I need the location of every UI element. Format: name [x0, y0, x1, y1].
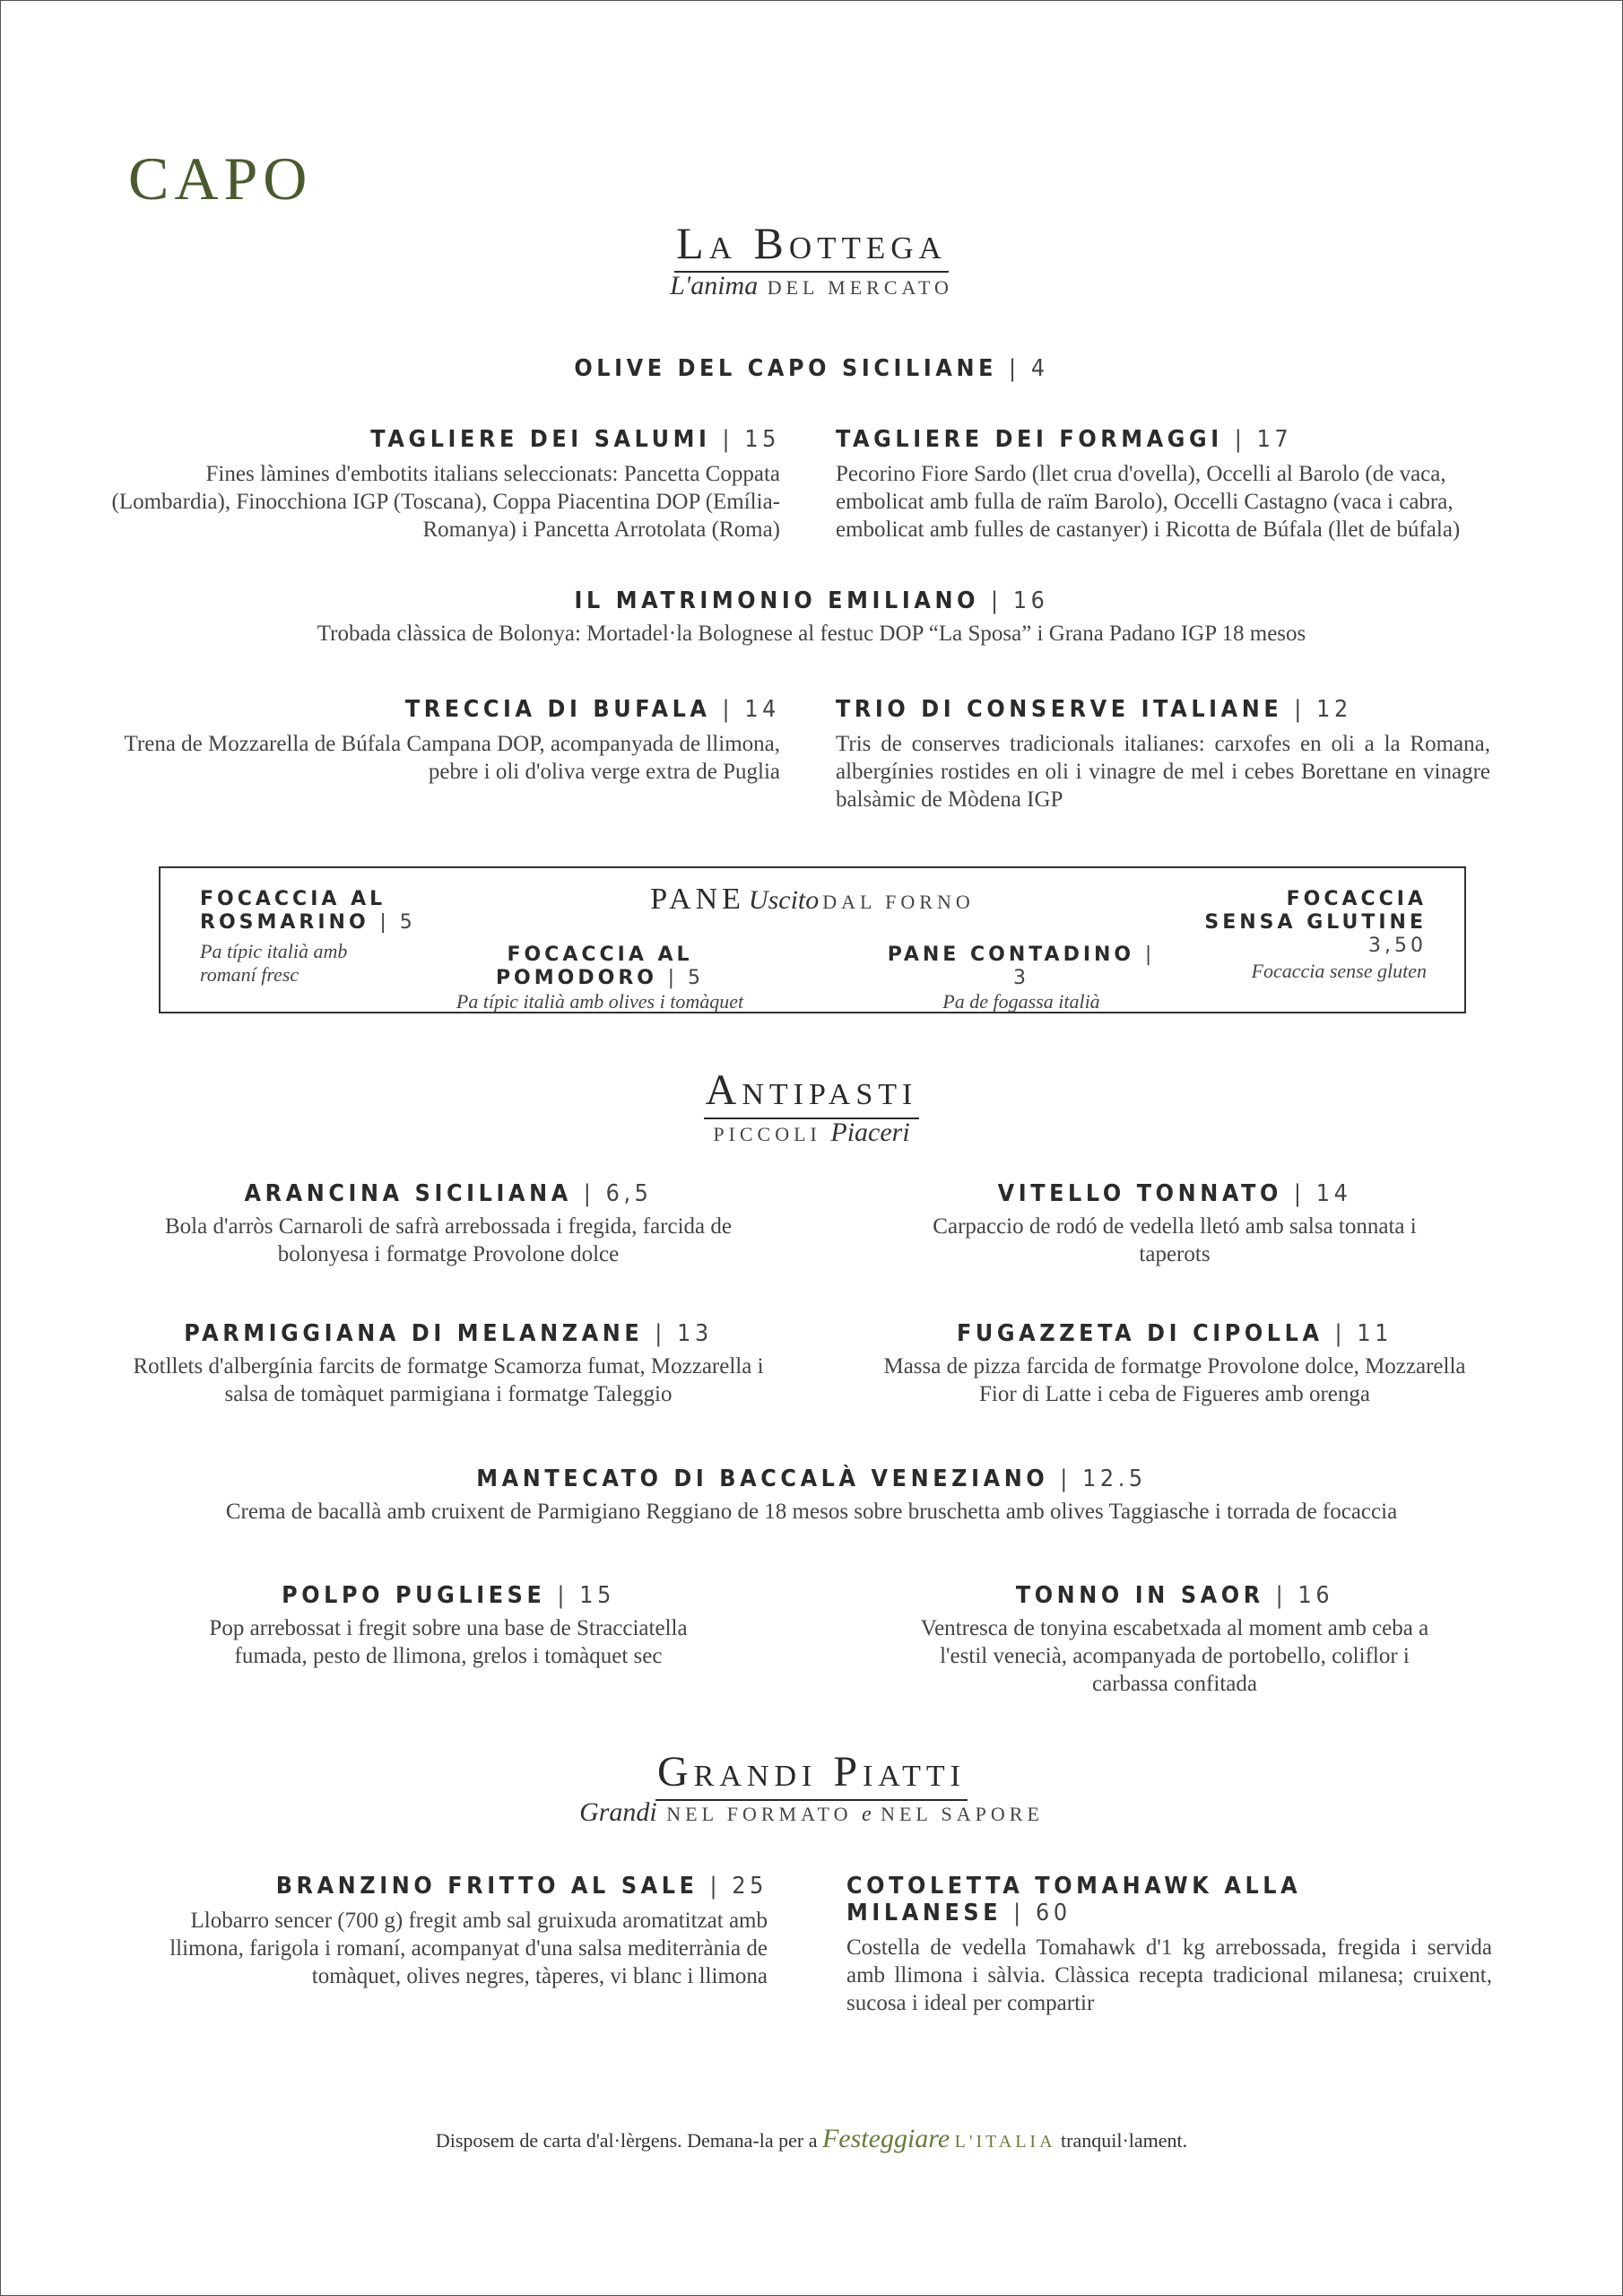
- menu-item-fugazzeta: FUGAZZETA DI CIPOLLA | 11 Massa de pizza farcida de formatge Provolone dolce, Mozzarella Fior di Latte i ceba de Figueres amb orenga: [883, 1320, 1466, 1406]
- menu-item-polpo: POLPO PUGLIESE | 15 Pop arrebossat i fregit sobre una base de Stracciatella fumada, pesto de llimona, grelos i tomàquet sec: [209, 1582, 688, 1668]
- menu-item-cotoletta: COTOLETTA TOMAHAWK ALLA MILANESE | 60 Costella de vedella Tomahawk d'1 kg arrebossada, fregida i servida amb llimona i sàlvia. Clàssica recepta tradicional milanesa; cruixent, sucosa i ideal per compartir: [846, 1873, 1492, 2015]
- pane-item-pomodoro: FOCACCIA AL POMODORO | 5 Pa típic italià amb olives i tomàquet: [456, 944, 744, 1013]
- menu-item-olive: OLIVE DEL CAPO SICILIANE | 4: [574, 355, 1049, 382]
- section-subtitle-antipasti: PICCOLI Piaceri: [713, 1118, 910, 1147]
- pane-item-rosmarino: FOCACCIA AL ROSMARINO | 5 Pa típic italià amb romaní fresc: [200, 888, 416, 986]
- menu-item-trio: TRIO DI CONSERVE ITALIANE | 12 Tris de conserves tradicionals italianes: carxofes en oli a la Romana, albergínies rostides en oli i vinagre de mel i cebes Borettane en vinagre balsàmic de Mòdena IGP: [836, 696, 1490, 812]
- section-subtitle-grandi: Grandi NEL FORMATO e NEL SAPORE: [579, 1797, 1044, 1827]
- menu-item-mantecato: MANTECATO DI BACCALÀ VENEZIANO | 12.5 Crema de bacallà amb cruixent de Parmigiano Reggiano de 18 mesos sobre bruschetta amb olives Taggiasche i torrada de focaccia: [225, 1465, 1398, 1524]
- section-subtitle-bottega: L'anima DEL MERCATO: [670, 271, 953, 300]
- pane-item-glutine: FOCACCIA SENSA GLUTINE 3,50 Focaccia sense gluten: [1204, 888, 1427, 982]
- pane-box: [159, 866, 1466, 1013]
- menu-item-parmigiana: PARMIGGIANA DI MELANZANE | 13 Rotllets d'albergínia farcits de formatge Scamorza fumat, Mozzarella i salsa de tomàquet parmigiana i formatge Taleggio: [133, 1320, 764, 1406]
- section-title-antipasti: Antipasti: [0, 1065, 1623, 1119]
- menu-item-tonno: TONNO IN SAOR | 16 Ventresca de tonyina escabetxada al moment amb ceba a l'estil venecià, acompanyada de portobello, coliflor i carbassa confitada: [920, 1582, 1429, 1696]
- menu-item-arancina: ARANCINA SICILIANA | 6,5 Bola d'arròs Carnaroli de safrà arrebossada i fregida, farcida de bolonyesa i formatge Provolone dolce: [165, 1180, 732, 1266]
- menu-item-treccia: TRECCIA DI BUFALA | 14 Trena de Mozzarella de Búfala Campana DOP, acompanyada de llimona, pebre i oli d'oliva verge extra de Puglia: [124, 696, 780, 784]
- section-title-bottega: La Bottega: [0, 217, 1623, 273]
- menu-item-branzino: BRANZINO FRITTO AL SALE | 25 Llobarro sencer (700 g) fregit amb sal gruixuda aromatitzat amb llimona, farigola i romaní, acompanyat d'una salsa mediterrània de tomàquet, olives negres, tàperes, vi blanc i llimona: [169, 1873, 768, 1988]
- footer-allergens-note: Disposem de carta d'al·lèrgens. Demana-la per a Festeggiare L'ITALIA tranquil·lament.: [435, 2124, 1188, 2153]
- restaurant-logo: CAPO: [128, 144, 313, 213]
- pane-title: PANE Uscito DAL FORNO: [650, 883, 975, 916]
- menu-item-salumi: TAGLIERE DEI SALUMI | 15 Fines làmines d'embotits italians seleccionats: Pancetta Coppata (Lombardia), Finocchiona IGP (Toscana), Coppa Piacentina DOP (Emília-Romanya) i Pancetta Arrotolata (Roma): [111, 426, 780, 542]
- menu-item-vitello: VITELLO TONNATO | 14 Carpaccio de rodó de vedella lletó amb salsa tonnata i taperots: [933, 1180, 1417, 1266]
- menu-item-formaggi: TAGLIERE DEI FORMAGGI | 17 Pecorino Fiore Sardo (llet crua d'ovella), Occelli al Barolo (de vaca, embolicat amb fulla de raïm Barolo), Occelli Castagno (vaca i cabra, embolicat amb fulles de castanyer) i Ricotta de Búfala (llet de búfala): [836, 426, 1461, 542]
- menu-item-matrimonio: IL MATRIMONIO EMILIANO | 16 Trobada clàssica de Bolonya: Mortadel·la Bolognese al festuc DOP “La Sposa” i Grana Padano IGP 18 mesos: [317, 587, 1306, 646]
- pane-item-contadino: PANE CONTADINO | 3 Pa de fogassa italià: [887, 944, 1156, 1013]
- section-title-grandi: Grandi Piatti: [0, 1747, 1623, 1801]
